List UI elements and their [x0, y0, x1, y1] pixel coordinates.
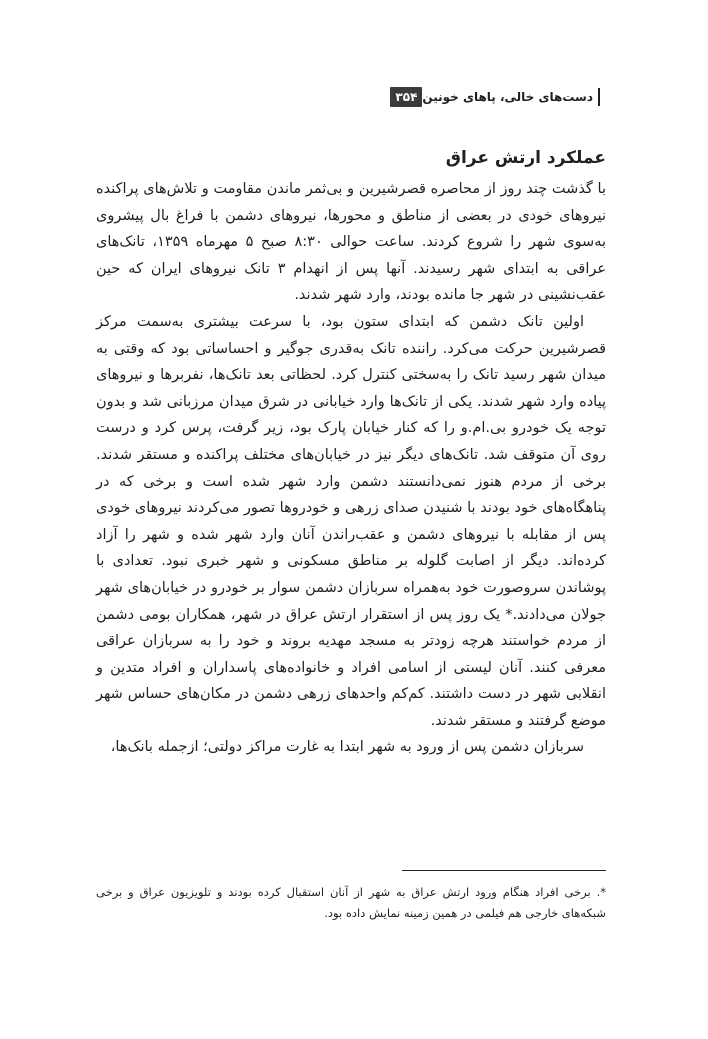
- page-number: ۳۵۴: [390, 87, 422, 107]
- running-title: دست‌های خالی، پاهای خونین: [422, 90, 593, 104]
- running-header: [390, 86, 606, 108]
- paragraph: سربازان دشمن پس از ورود به شهر ابتدا به غارت مراکز دولتی؛ ازجمله بانک‌ها،: [110, 739, 584, 756]
- footnote-divider: [402, 870, 606, 871]
- footnote: *. برخی افراد هنگام ورود ارتش عراق به شهر از آنان استقبال کرده بودند و تلویزیون عراق و برخی شبکه‌های خارجی هم فیلمی در همین زمینه نمایش داده بود.: [96, 885, 606, 920]
- body-text: [96, 176, 606, 761]
- header-divider: [598, 88, 600, 106]
- paragraph: اولین تانک دشمن که ابتدای ستون بود، با سرعت بیشتری به‌سمت مرکز قصرشیرین حرکت می‌کرد. راننده تانک به‌قدری جوگیر و احساساتی بود که وقتی به میدان شهر رسید تانک را به‌سختی کنترل کرد. لحظاتی بعد تانک‌ها، نفربرها و نیروهای پیاده وارد شهر شدند. یکی از تانک‌ها وارد خیابانی در شرق میدان مرزبانی شد و بدون توجه یک خودرو بی.ام.و را که کنار خیابان پارک بود، زیر گرفت، پرس کرد و درست روی آن متوقف شد. تانک‌های دیگر نیز در خیابان‌های مختلف پراکنده و مستقر شدند. برخی از مردم هنوز نمی‌دانستند دشمن وارد شهر شده است و برخی که در پناهگاه‌های خود بودند با شنیدن صدای زرهی و خودروها تصور می‌کردند نیروهای خودی پس از مقابله با نیروهای دشمن و عقب‌راندن آنان وارد شهر شده و شهر را آزاد کرده‌اند. دیگر از اصابت گلوله بر مناطق مسکونی و شهر خبری نبود. تعدادی با پوشاندن سروصورت خود به‌همراه سربازان دشمن سوار بر خودرو در خیابان‌های شهر جولان می‌دادند.* یک روز پس از استقرار ارتش عراق در شهر، همکاران بومی دشمن از مردم خواستند هرچه زودتر به مسجد مهدیه بروند و خود را به سربازان عراقی معرفی کنند. آنان لیستی از اسامی افراد و خانواده‌های پاسداران و افراد متدین و انقلابی شهر در دست داشتند. کم‌کم واحدهای زرهی دشمن در مکان‌های حساس شهر موضع گرفتند و مستقر شدند.: [96, 313, 606, 729]
- paragraph: با گذشت چند روز از محاصره قصرشیرین و بی‌ثمر ماندن مقاومت و تلاش‌های پراکنده نیروهای خودی در بعضی از مناطق و محورها، نیروهای دشمن با فراغ بال پیشروی به‌سوی شهر را شروع کردند. ساعت حوالی ۸:۳۰ صبح ۵ مهرماه ۱۳۵۹، تانک‌های عراقی به ابتدای شهر رسیدند. آنها پس از انهدام ۳ تانک نیروهای ایران که حین عقب‌نشینی در شهر جا مانده بودند، وارد شهر شدند.: [96, 181, 607, 304]
- section-title: عملکرد ارتش عراق: [445, 148, 606, 168]
